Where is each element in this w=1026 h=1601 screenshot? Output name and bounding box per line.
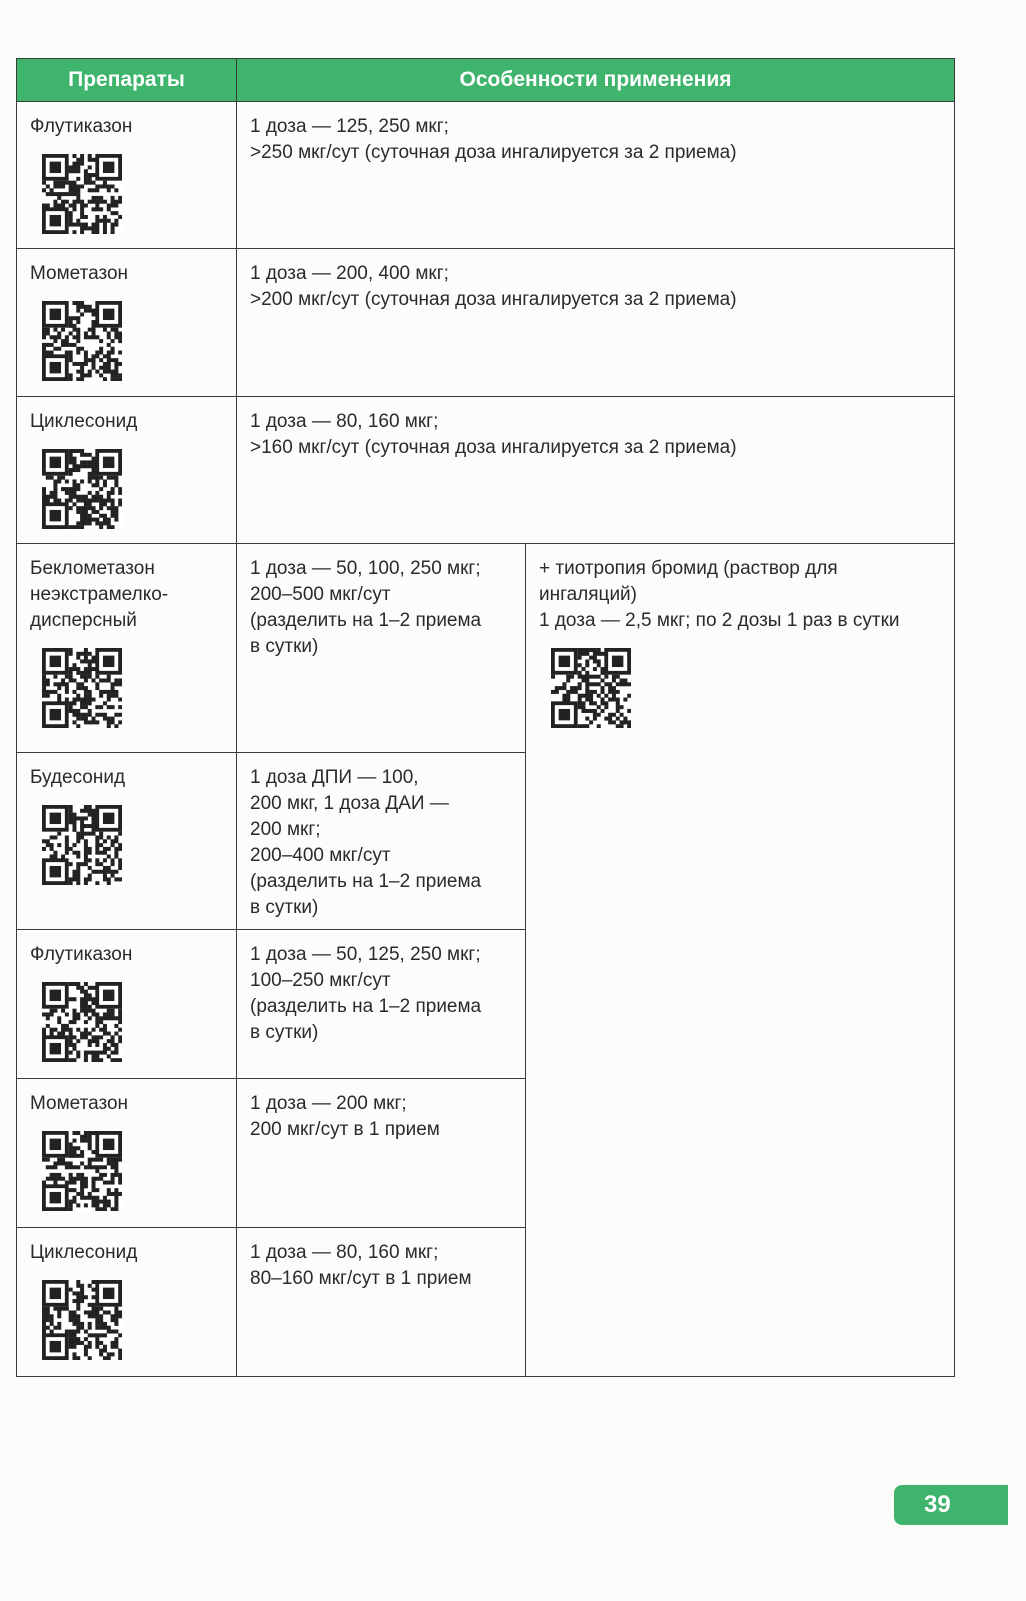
drug-cell bbox=[17, 930, 237, 1079]
dosage-line: 200–500 мкг/сут bbox=[250, 584, 391, 605]
drug-cell bbox=[17, 753, 237, 930]
page-number: 39 bbox=[924, 1491, 951, 1518]
drug-cell bbox=[17, 249, 237, 397]
drug-cell bbox=[17, 102, 237, 249]
qr-code-icon[interactable] bbox=[42, 301, 122, 381]
dosage-line: 200–400 мкг/сут bbox=[250, 845, 391, 866]
drug-table-container bbox=[16, 58, 954, 1377]
qr-code-icon[interactable] bbox=[42, 449, 122, 529]
drug-cell bbox=[17, 1079, 237, 1228]
table-row bbox=[17, 249, 955, 397]
qr-code-icon[interactable] bbox=[42, 648, 122, 728]
dosage-cell bbox=[237, 1079, 526, 1228]
qr-code-icon[interactable] bbox=[42, 154, 122, 234]
dosage-line: 200 мкг/сут в 1 прием bbox=[250, 1119, 440, 1140]
qr-code-icon[interactable] bbox=[42, 1280, 122, 1360]
table-header-row bbox=[17, 59, 955, 102]
dosage-line: >250 мкг/сут (суточная доза ингалируется за 2 приема) bbox=[250, 142, 737, 163]
dosage-line: 200 мкг; bbox=[250, 819, 321, 840]
dosage-line: (разделить на 1–2 приема bbox=[250, 610, 482, 631]
dosage-line: 1 доза — 200, 400 мкг; bbox=[250, 263, 449, 284]
dosage-cell bbox=[237, 1228, 526, 1377]
dosage-line: (разделить на 1–2 приема bbox=[250, 871, 482, 892]
dosage-cell bbox=[237, 544, 526, 753]
dosage-line: 1 доза — 200 мкг; bbox=[250, 1093, 407, 1114]
qr-code-icon[interactable] bbox=[551, 648, 631, 728]
page-number-badge bbox=[894, 1485, 1008, 1525]
dosage-line: в сутки) bbox=[250, 897, 319, 918]
table-row bbox=[17, 397, 955, 544]
dosage-cell bbox=[237, 249, 955, 397]
dosage-line: 100–250 мкг/сут bbox=[250, 970, 391, 991]
combination-line: + тиотропия бромид (раствор для bbox=[539, 558, 838, 579]
dosage-line: 1 доза — 125, 250 мкг; bbox=[250, 116, 449, 137]
qr-code-icon[interactable] bbox=[42, 805, 122, 885]
header-drugs: Препараты bbox=[17, 59, 237, 102]
qr-code-icon[interactable] bbox=[42, 982, 122, 1062]
header-features: Особенности применения bbox=[237, 59, 955, 102]
dosage-line: 80–160 мкг/сут в 1 прием bbox=[250, 1268, 472, 1289]
combination-line: ингаляций) bbox=[539, 584, 637, 605]
dosage-line: в сутки) bbox=[250, 1022, 319, 1043]
drug-cell bbox=[17, 397, 237, 544]
dosage-line: 1 доза — 80, 160 мкг; bbox=[250, 1242, 439, 1263]
drug-name: Флутиказон bbox=[30, 944, 133, 965]
dosage-cell bbox=[237, 397, 955, 544]
combination-cell bbox=[526, 544, 955, 1377]
dosage-line: 1 доза — 50, 100, 250 мкг; bbox=[250, 558, 481, 579]
dosage-line: (разделить на 1–2 приема bbox=[250, 996, 482, 1017]
qr-code-icon[interactable] bbox=[42, 1131, 122, 1211]
drug-name: Флутиказон bbox=[30, 116, 133, 137]
drug-table bbox=[16, 58, 955, 1377]
drug-name: Будесонид bbox=[30, 767, 126, 788]
dosage-line: >200 мкг/сут (суточная доза ингалируется за 2 приема) bbox=[250, 289, 737, 310]
dosage-cell bbox=[237, 930, 526, 1079]
dosage-cell bbox=[237, 753, 526, 930]
drug-name: Беклометазон неэкстрамелко-дисперсный bbox=[30, 558, 169, 631]
combination-line: 1 доза — 2,5 мкг; по 2 дозы 1 раз в сутки bbox=[539, 610, 900, 631]
dosage-cell bbox=[237, 102, 955, 249]
dosage-line: 200 мкг, 1 доза ДАИ — bbox=[250, 793, 449, 814]
dosage-line: 1 доза — 50, 125, 250 мкг; bbox=[250, 944, 481, 965]
table-row bbox=[17, 102, 955, 249]
drug-name: Мометазон bbox=[30, 263, 129, 284]
dosage-line: >160 мкг/сут (суточная доза ингалируется за 2 приема) bbox=[250, 437, 737, 458]
drug-cell bbox=[17, 1228, 237, 1377]
drug-name: Циклесонид bbox=[30, 411, 138, 432]
dosage-line: 1 доза — 80, 160 мкг; bbox=[250, 411, 439, 432]
drug-name: Мометазон bbox=[30, 1093, 129, 1114]
table-row bbox=[17, 544, 955, 753]
dosage-line: 1 доза ДПИ — 100, bbox=[250, 767, 419, 788]
dosage-line: в сутки) bbox=[250, 636, 319, 657]
drug-cell bbox=[17, 544, 237, 753]
drug-name: Циклесонид bbox=[30, 1242, 138, 1263]
